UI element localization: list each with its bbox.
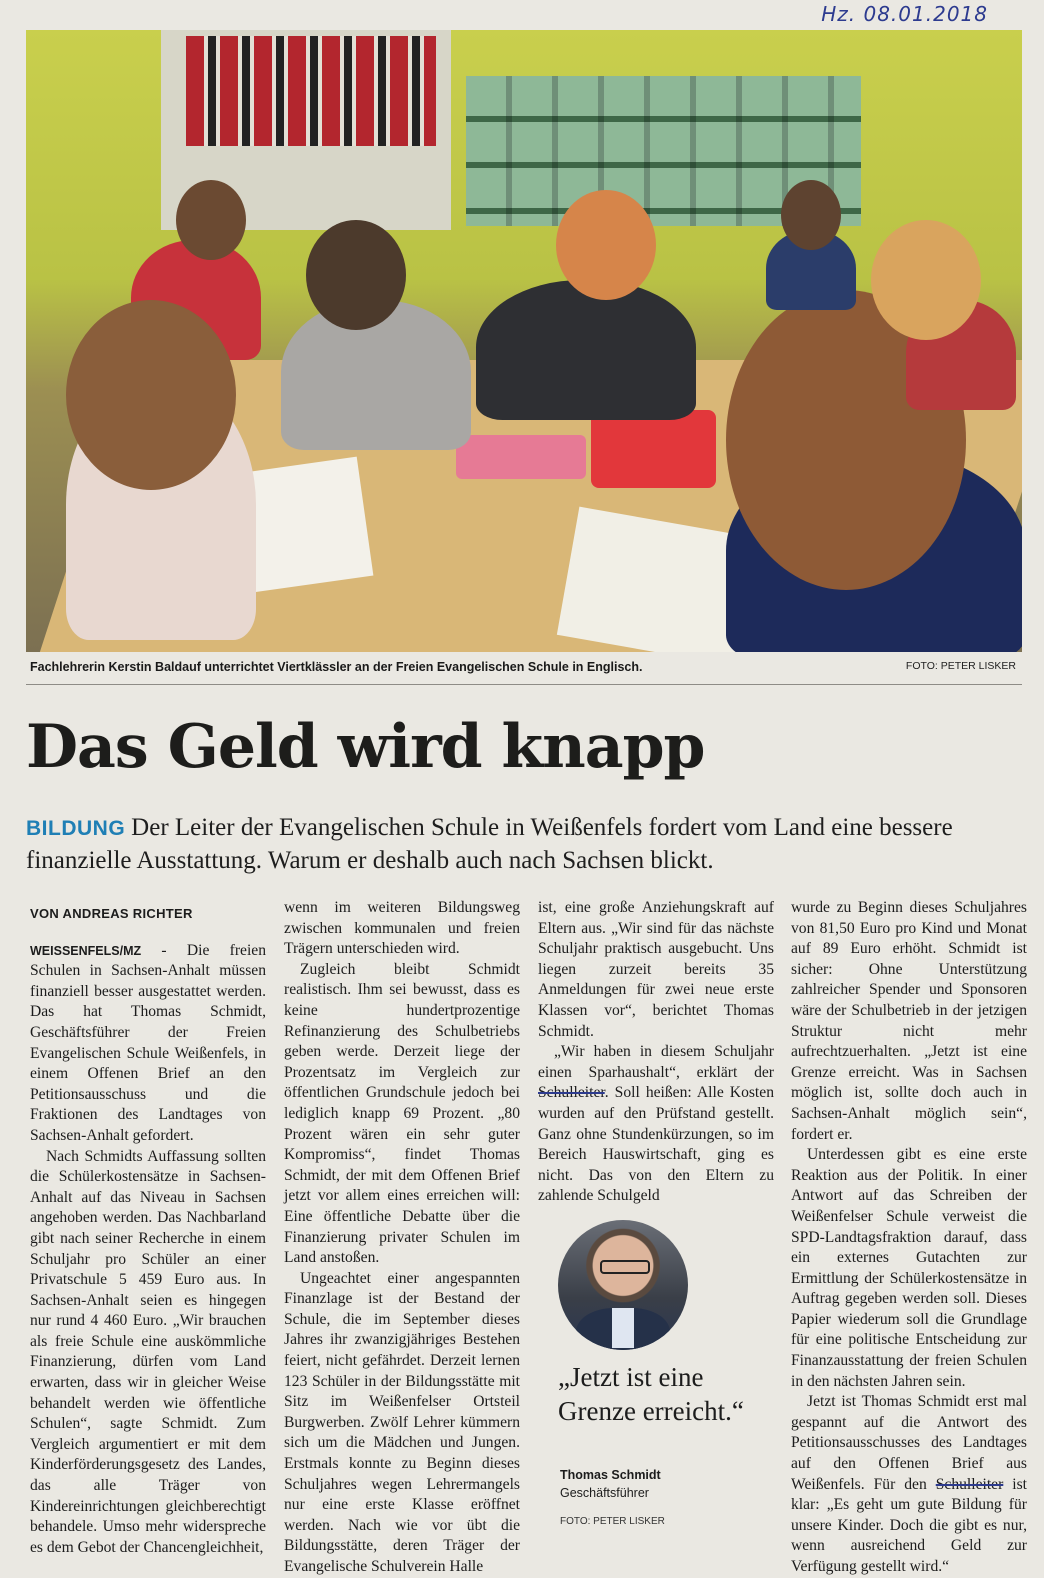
article-column-2 xyxy=(284,898,520,1578)
article-column-4 xyxy=(791,898,1027,1578)
quote-attribution-role: Geschäftsführer xyxy=(560,1486,649,1500)
portrait-credit: FOTO: PETER LISKER xyxy=(560,1516,665,1527)
photo-caption: Fachlehrerin Kerstin Baldauf unterrichtet Viertklässler an der Freien Evangelischen Schule in Englisch. xyxy=(30,660,643,674)
paragraph: wurde zu Beginn dieses Schuljahres von 81,50 Euro pro Kind und Monat auf 89 Euro erhöht. Schmidt ist sicher: Ohne Unterstützung zahlreicher Spender und Sponsoren wäre der Schulbetrieb in der jetzigen Struktur nicht mehr aufrechtzuerhalten. „Jetzt ist eine Grenze erreicht. Was in Sachsen möglich ist, sollte doch auch in Sachsen-Anhalt möglich sein“, fordert er. xyxy=(791,899,1027,1143)
caption-rule xyxy=(26,684,1022,685)
portrait-photo xyxy=(558,1220,688,1350)
dek-text: Der Leiter der Evangelischen Schule in Weißenfels fordert vom Land eine bessere finanzielle Ausstattung. Warum er deshalb auch nach Sachsen blickt. xyxy=(26,814,953,874)
dateline: WEISSENFELS/MZ xyxy=(30,943,142,958)
photo-credit: FOTO: PETER LISKER xyxy=(905,660,1016,672)
struck-word: Schulleiter xyxy=(935,1475,1004,1493)
classroom-photo xyxy=(26,30,1022,652)
topic-kicker: BILDUNG xyxy=(26,817,126,840)
struck-word: Schulleiter xyxy=(538,1084,605,1102)
paragraph: Nach Schmidts Auffassung sollten die Schülerkostensätze in Sachsen-Anhalt auf das Niveau in Sachsen angehoben werden. Das Nachbarland gibt nach seiner Recherche in einem Schuljahr pro Schüler an einer Privatschule 5 459 Euro aus. In Sachsen-Anhalt seien es hingegen nur rund 4 460 Euro. „Wir brauchen als freie Schule eine auskömmliche Finanzierung, dürfen vom Land erwarten, dass wir in gleicher Weise behandelt werden wie öffentliche Schulen“, sagte Schmidt. Zum Vergleich argumentiert er mit dem Kinderförderungsgesetz des Landes, das alle Träger von Kindereinrichtungen gleichberechtigt behandele. Umso mehr widerspreche es dem Gebot der Chancengleichheit, xyxy=(30,1147,266,1556)
paragraph: Ungeachtet einer angespannten Finanzlage ist der Bestand der Schule, die im September dieses Jahres ihr zwanzigjähriges Bestehen feiert, nicht gefährdet. Derzeit lernen 123 Schüler in der Bildungsstätte mit Sitz im Weißenfelser Ortsteil Burgwerben. Zwölf Lehrer kümmern sich um die Mädchen und Jungen. Erstmals konnte zu Beginn dieses Schuljahres wegen Lehrermangels nur eine erste Klasse eröffnet werden. Nach wie vor übt die Bildungsstätte, deren Träger der Evangelische Schulverein Halle xyxy=(284,1269,520,1575)
headline: Das Geld wird knapp xyxy=(26,712,705,782)
paragraph: Jetzt ist Thomas Schmidt erst mal gespannt auf die Antwort des Petitionsausschusses des Landtages auf den Offenen Brief aus Weißenfels. Für den Schulleiter ist klar: „Es geht um gute Bildung für unsere Kinder. Doch die gibt es nur, wenn ausreichend Geld zur Verfügung gestellt wird.“ xyxy=(791,1393,1027,1575)
article-column-1 xyxy=(30,898,266,1558)
article-column-3 xyxy=(538,898,774,1207)
quote-attribution-name: Thomas Schmidt xyxy=(560,1468,661,1482)
subheadline xyxy=(26,812,1016,877)
pull-quote: „Jetzt ist eine Grenze erreicht.“ xyxy=(558,1362,744,1426)
paragraph: wenn im weiteren Bildungsweg zwischen kommunalen und freien Trägern unterschieden wird. xyxy=(284,899,520,958)
paragraph: ist, eine große Anziehungskraft auf Eltern aus. „Wir sind für das nächste Schuljahr praktisch ausgebucht. Uns liegen zurzeit bereits 35 Anmeldungen für zwei neue erste Klassen vor“, berichtet Thomas Schmidt. xyxy=(538,899,774,1040)
paragraph: Unterdessen gibt es eine erste Reaktion aus der Politik. In einer Antwort auf das Schreiben der Weißenfelser Schule verweist die SPD-Landtagsfraktion darauf, dass ein externes Gutachten zur Ermittlung der Schülerkostensätze in Auftrag gegeben werden soll. Dieses Papier wiederum soll die Grundlage für eine politische Entscheidung zur Finanzausstattung der freien Schulen in den nächsten Jahren sein. xyxy=(791,1146,1027,1390)
lead-paragraph: WEISSENFELS/MZ - Die freien Schulen in Sachsen-Anhalt müssen finanziell besser ausgestattet werden. Das hat Thomas Schmidt, Geschäftsführer der Freien Evangelischen Schule Weißenfels, in einem Offenen Brief an den Petitionsausschuss und die Fraktionen des Landtages von Sachsen-Anhalt gefordert. xyxy=(30,941,266,1144)
paragraph: „Wir haben in diesem Schuljahr einen Sparhaushalt“, erklärt der Schulleiter. Soll heißen: Alle Kosten wurden auf den Prüfstand gestellt. Ganz ohne Stundenkürzungen, so im Bereich Hauswirtschaft, ging es nicht. Das von den Eltern zu zahlende Schulgeld xyxy=(538,1043,774,1205)
handwritten-date-note: Hz. 08.01.2018 xyxy=(821,2,988,26)
paragraph: Zugleich bleibt Schmidt realistisch. Ihm sei bewusst, dass es keine hundertprozentige Refinanzierung des Schulbetriebs geben werde. Derzeit liege der Prozentsatz im Vergleich zur öffentlichen Grundschule jedoch bei lediglich knapp 69 Prozent. „80 Prozent wären ein sehr guter Kompromiss“, findet Thomas Schmidt, der mit dem Offenen Brief jetzt vor allem eines erreichen will: Eine öffentliche Debatte über die Finanzierung privater Schulen im Land anstoßen. xyxy=(284,960,520,1267)
byline: VON ANDREAS RICHTER xyxy=(30,906,193,921)
